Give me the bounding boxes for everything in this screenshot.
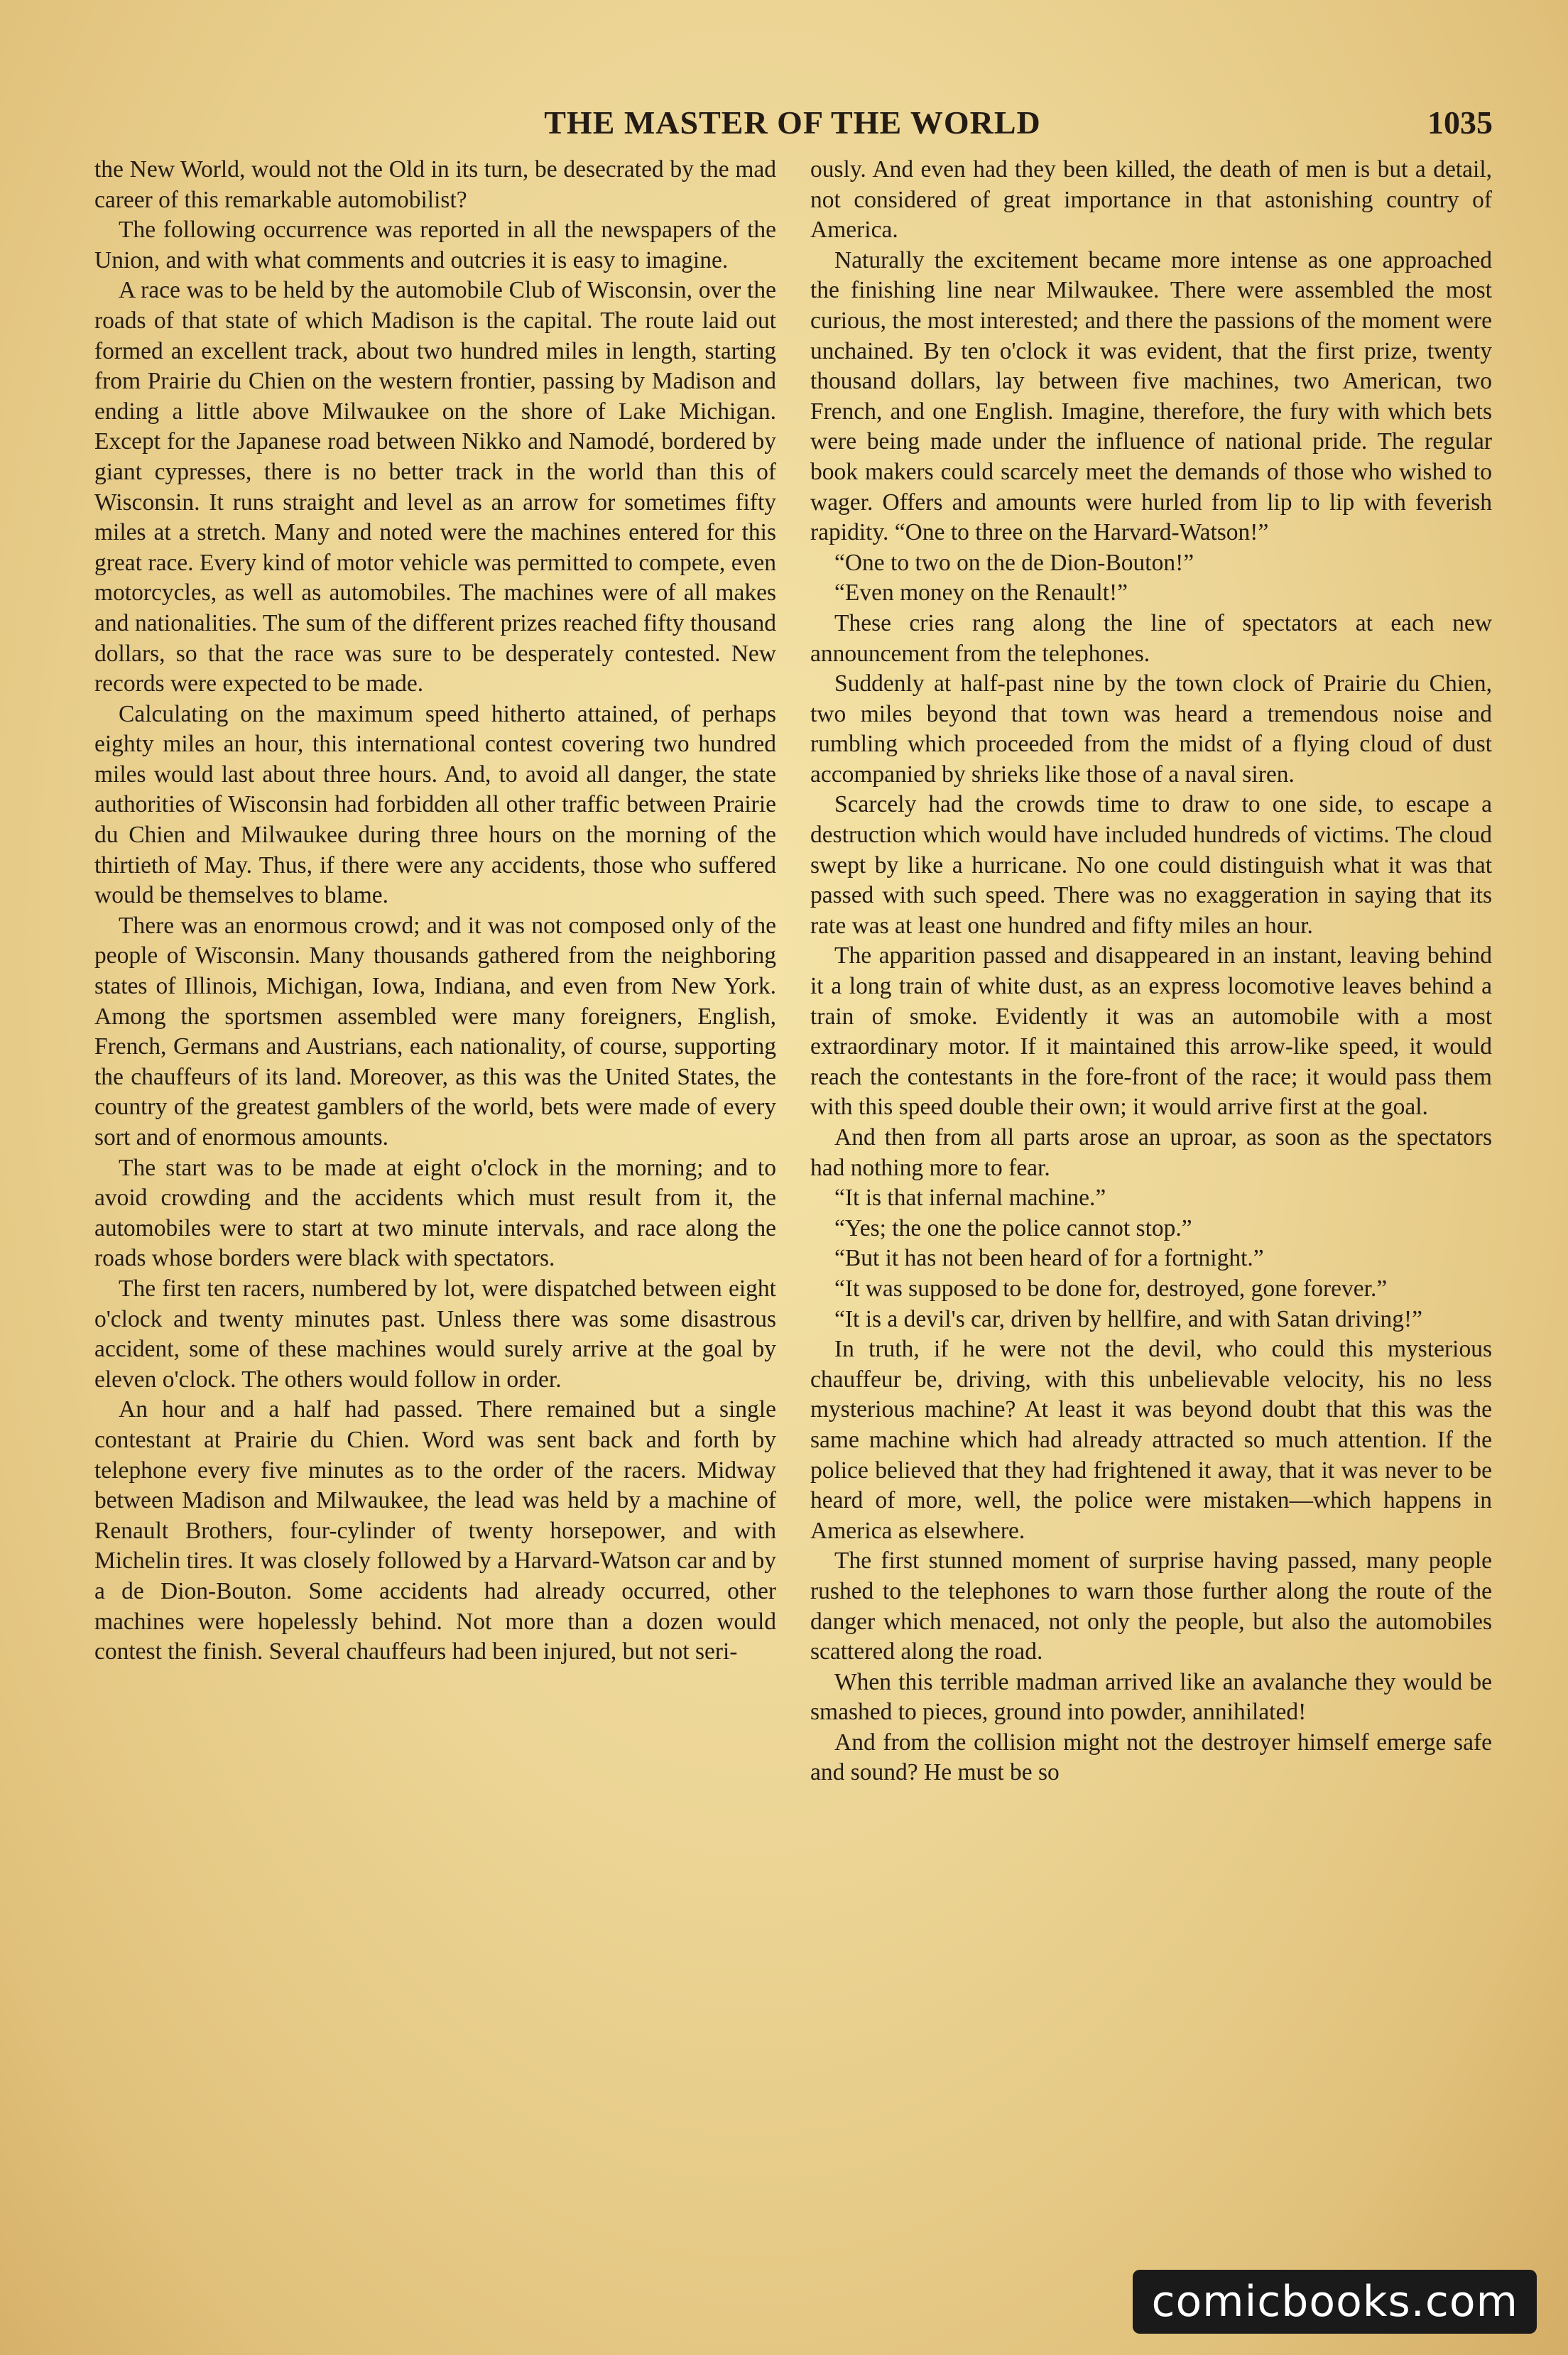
paragraph: Suddenly at half-past nine by the town clock of Prairie du Chien, two miles beyond that town was heard a tremendous noise and rumbling which proceeded from the midst of a flying cloud of dust accompanied by shrieks like those of a naval siren. (810, 670, 1492, 788)
paragraph: Calculating on the maximum speed hitherto attained, of perhaps eighty miles an hour, this international contest covering two hundred miles would last about three hours. And, to avoid all danger, the state authorities of Wisconsin had forbidden all other traffic between Prairie du Chien and Milwaukee during three hours on the morning of the thirtieth of May. Thus, if there were any accidents, those who suffered would be themselves to blame. (94, 700, 776, 909)
running-title: THE MASTER OF THE WORLD (544, 104, 1041, 141)
paragraph: The first ten racers, numbered by lot, were dispatched between eight o'clock and twenty minutes past. Unless there was some disastrous accident, some of these machines would surely arrive at the goal by eleven o'clock. The others would follow in order. (94, 1275, 776, 1393)
paragraph: “One to two on the de Dion-Bouton!” (834, 549, 1194, 576)
paragraph: When this terrible madman arrived like an avalanche they would be smashed to pieces, ground into powder, annihilated! (810, 1668, 1492, 1726)
paragraph: “But it has not been heard of for a fortnight.” (834, 1245, 1264, 1272)
paragraph: The first stunned moment of surprise having passed, many people rushed to the telephones to warn those further along the route of the danger which menaced, not only the people, but also the automobiles scattered along the road. (810, 1548, 1492, 1665)
paragraph: ously. And even had they been killed, the death of men is but a detail, not considered of great importance in that astonishing country of America. (810, 156, 1492, 244)
paragraph: “Yes; the one the police cannot stop.” (834, 1214, 1192, 1241)
paragraph: And from the collision might not the destroyer himself emerge safe and sound? He must be so (810, 1729, 1492, 1786)
paragraph: Naturally the excitement became more intense as one approached the finishing line near Milwaukee. There were assembled the most curious, the most interested; and there the passions of the moment were unchained. By ten o'clock it was evident, that the first prize, twenty thousand dollars, lay between five machines, two American, two French, and one English. Imagine, therefore, the fury with which bets were being made under the influence of national pride. The regular book makers could scarcely meet the demands of those who wished to wager. Offers and amounts were hurled from lip to lip with feverish rapidity. “One to three on the Harvard-Watson!” (810, 246, 1492, 546)
paragraph: The following occurrence was reported in all the newspapers of the Union, and with what comments and outcries it is easy to imagine. (94, 217, 776, 273)
paragraph: An hour and a half had passed. There remained but a single contestant at Prairie du Chien. Word was sent back and forth by telephone every five minutes as to the order of the racers. Midway between Madison and Milwaukee, the lead was held by a machine of Renault Brothers, four-cylinder of twenty horsepower, and with Michelin tires. It was closely followed by a Harvard-Watson car and by a de Dion-Bouton. Some accidents had already occurred, other machines were hopelessly behind. Not more than a dozen would contest the finish. Several chauffeurs had been injured, but not seri- (94, 1396, 776, 1665)
right-text-column (810, 155, 1492, 1788)
paragraph: Scarcely had the crowds time to draw to one side, to escape a destruction which would have included hundreds of victims. The cloud swept by like a hurricane. No one could distinguish what it was that passed with such speed. There was no exaggeration in saying that its rate was at least one hundred and fifty miles an hour. (810, 791, 1492, 939)
paragraph: “It is a devil's car, driven by hellfire, and with Satan driving!” (834, 1305, 1422, 1332)
paragraph: “It was supposed to be done for, destroyed, gone forever.” (834, 1275, 1388, 1302)
paragraph: In truth, if he were not the devil, who could this mysterious chauffeur be, driving, with this unbelievable velocity, his no less mysterious machine? At least it was beyond doubt that this was the same machine which had already attracted so much attention. If the police believed that they had frightened it away, that it was never to be heard of more, well, the police were mistaken—which happens in America as elsewhere. (810, 1336, 1492, 1544)
paragraph: And then from all parts arose an uproar, as soon as the spectators had nothing more to fear. (810, 1124, 1492, 1181)
left-text-column (94, 155, 776, 1668)
paragraph: The apparition passed and disappeared in an instant, leaving behind it a long train of white dust, as an express locomotive leaves behind a train of smoke. Evidently it was an automobile with a most extraordinary motor. If it maintained this arrow-like speed, it would reach the contestants in the fore-front of the race; it would pass them with this speed double their own; it would arrive first at the goal. (810, 942, 1492, 1121)
source-watermark: comicbooks.com (1133, 2270, 1537, 2334)
page-number: 1035 (1427, 104, 1493, 141)
paragraph: A race was to be held by the automobile Club of Wisconsin, over the roads of that state of which Madison is the capital. The route laid out formed an excellent track, about two hundred miles in length, starting from Prairie du Chien on the western frontier, passing by Madison and ending a little above Milwaukee on the shore of Lake Michigan. Except for the Japanese road between Nikko and Namodé, bordered by giant cypresses, there is no better track in the world than this of Wisconsin. It runs straight and level as an arrow for sometimes fifty miles at a stretch. Many and noted were the machines entered for this great race. Every kind of motor vehicle was permitted to compete, even motorcycles, as well as automobiles. The machines were of all makes and nationalities. The sum of the different prizes reached fifty thousand dollars, so that the race was sure to be desperately contested. New records were expected to be made. (94, 277, 776, 697)
page-header (92, 99, 1493, 149)
paragraph: “Even money on the Renault!” (834, 580, 1128, 607)
paragraph: The start was to be made at eight o'clock in the morning; and to avoid crowding and the accidents which must result from it, the automobiles were to start at two minute intervals, and race along the roads whose borders were black with spectators. (94, 1154, 776, 1272)
paragraph: the New World, would not the Old in its turn, be desecrated by the mad career of this remarkable automobilist? (94, 156, 776, 213)
paragraph: These cries rang along the line of spectators at each new announcement from the telephones. (810, 609, 1492, 667)
paragraph: “It is that infernal machine.” (834, 1185, 1106, 1212)
paragraph: There was an enormous crowd; and it was not composed only of the people of Wisconsin. Many thousands gathered from the neighboring states of Illinois, Michigan, Iowa, Indiana, and even from New York. Among the sportsmen assembled were many foreigners, English, French, Germans and Austrians, each nationality, of course, supporting the chauffeurs of its land. Moreover, as this was the United States, the country of the greatest gamblers of the world, bets were made of every sort and of enormous amounts. (94, 912, 776, 1151)
